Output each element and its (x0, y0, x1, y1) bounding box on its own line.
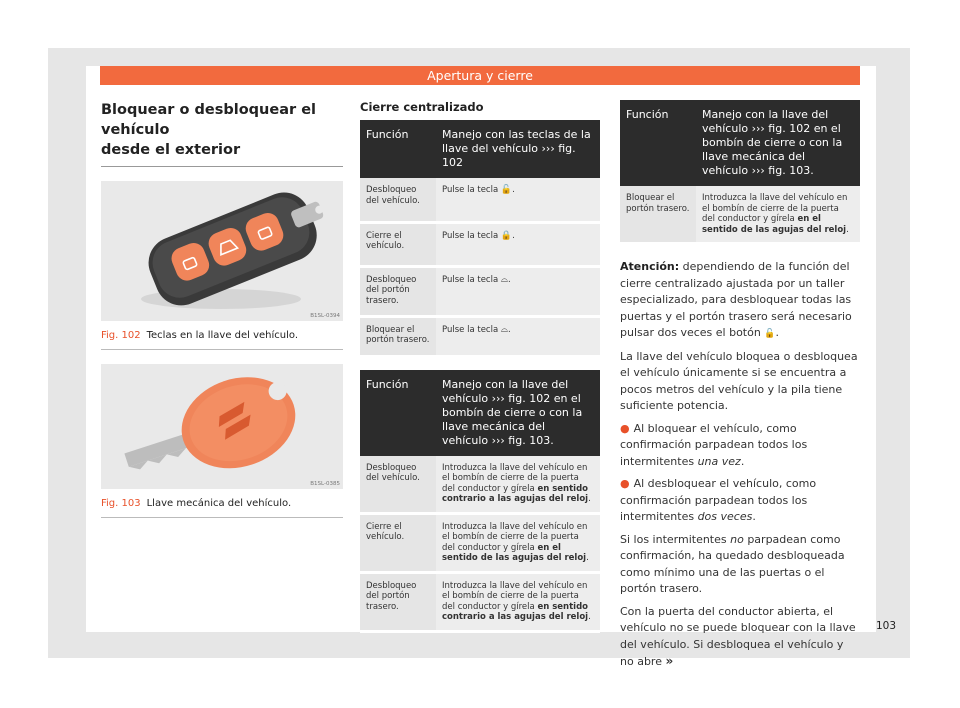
middle-column (360, 100, 600, 633)
figure-caption: Fig. 102 Teclas en la llave del vehículo. (101, 330, 299, 341)
figure-separator (101, 517, 343, 518)
table-row: Cierre el vehículo. Pulse la tecla 🔒. (360, 222, 600, 266)
continue-icon: » (665, 654, 674, 668)
right-column (620, 100, 860, 671)
page-header: Apertura y cierre (100, 66, 860, 85)
subsection-title: Cierre centralizado (360, 100, 484, 114)
table-row: Bloquear el portón trasero. Introduzca la llave del vehículo en el bombín de cierre de la puerta del conductor y gírela en el sentido de las agujas del reloj. (620, 186, 860, 244)
attention-paragraph: Atención: dependiendo de la función del cierre centralizado ajustada por un taller especializado, para desbloquear todas las puertas y el portón trasero será necesario pulsar dos veces el botón 🔓. (620, 259, 860, 343)
left-column (101, 100, 343, 518)
lock-cylinder-table (360, 370, 600, 633)
figure-103 (101, 364, 343, 518)
body-paragraph: La llave del vehículo bloquea o desbloquea el vehículo únicamente si se encuentra a pocos metros del vehículo y la pila tiene suficiente potencia. (620, 349, 858, 412)
table-row: Desbloqueo del portón trasero. Introduzca la llave del vehículo en el bombín de cierre de la puerta del conductor y gírela en sentido contrario a las agujas del reloj. (360, 572, 600, 631)
mechanical-key-illustration (101, 364, 343, 489)
lock-cylinder-table-continued (620, 100, 860, 245)
page-number: 103 (876, 620, 897, 632)
table-header: Función Manejo con la llave del vehículo ››› fig. 102 en el bombín de cierre o con la llave mecánica del vehículo ››› fig. 103. (360, 370, 600, 456)
table-header: Función Manejo con las teclas de la llave del vehículo ››› fig. 102 (360, 120, 600, 178)
unlock-icon: 🔓 (500, 185, 513, 195)
remote-key-image (101, 181, 343, 321)
key-buttons-table (360, 120, 600, 358)
bullet-item: ● Al desbloquear el vehículo, como confirmación parpadean todos los intermitentes dos veces. (620, 477, 817, 523)
remote-key-illustration (101, 181, 343, 321)
trunk-icon: ⌓ (500, 274, 508, 285)
table-header: Función Manejo con la llave del vehículo ››› fig. 102 en el bombín de cierre o con la llave mecánica del vehículo ››› fig. 103. (620, 100, 860, 186)
figure-code: B1SL-0385 (310, 481, 340, 487)
section-title: Bloquear o desbloquear el vehículo desde el exterior (101, 102, 316, 158)
bullet-item: ● Al bloquear el vehículo, como confirmación parpadean todos los intermitentes una vez. (620, 421, 808, 468)
figure-caption: Fig. 103 Llave mecánica del vehículo. (101, 498, 292, 509)
bullet-icon: ● (620, 477, 630, 490)
title-rule (101, 166, 343, 167)
table-row: Cierre el vehículo. Introduzca la llave del vehículo en el bombín de cierre de la puerta del conductor y gírela en el sentido de las agujas del reloj. (360, 513, 600, 572)
figure-102 (101, 181, 343, 350)
table-row: Desbloqueo del portón trasero. Pulse la tecla ⌓. (360, 266, 600, 316)
table-row: Desbloqueo del vehículo. Pulse la tecla 🔓. (360, 178, 600, 222)
lock-icon: 🔒 (500, 230, 513, 241)
figure-separator (101, 349, 343, 350)
trunk-icon: ⌓ (500, 324, 508, 335)
body-paragraph: Si los intermitentes no parpadean como confirmación, ha quedado desbloqueada como mínimo una de las puertas o el portón trasero. (620, 532, 845, 595)
table-row: Bloquear el portón trasero. Pulse la tecla ⌓. (360, 316, 600, 356)
mechanical-key-image (101, 364, 343, 489)
figure-code: B1SL-0394 (310, 313, 340, 319)
unlock-icon: 🔓 (764, 329, 776, 339)
bullet-icon: ● (620, 421, 630, 435)
body-paragraph: Con la puerta del conductor abierta, el vehículo no se puede bloquear con la llave del vehículo. Si desbloquea el vehículo y no abre » (620, 604, 856, 668)
table-row: Desbloqueo del vehículo. Introduzca la llave del vehículo en el bombín de cierre de la puerta del conductor y gírela en sentido contrario a las agujas del reloj. (360, 456, 600, 514)
